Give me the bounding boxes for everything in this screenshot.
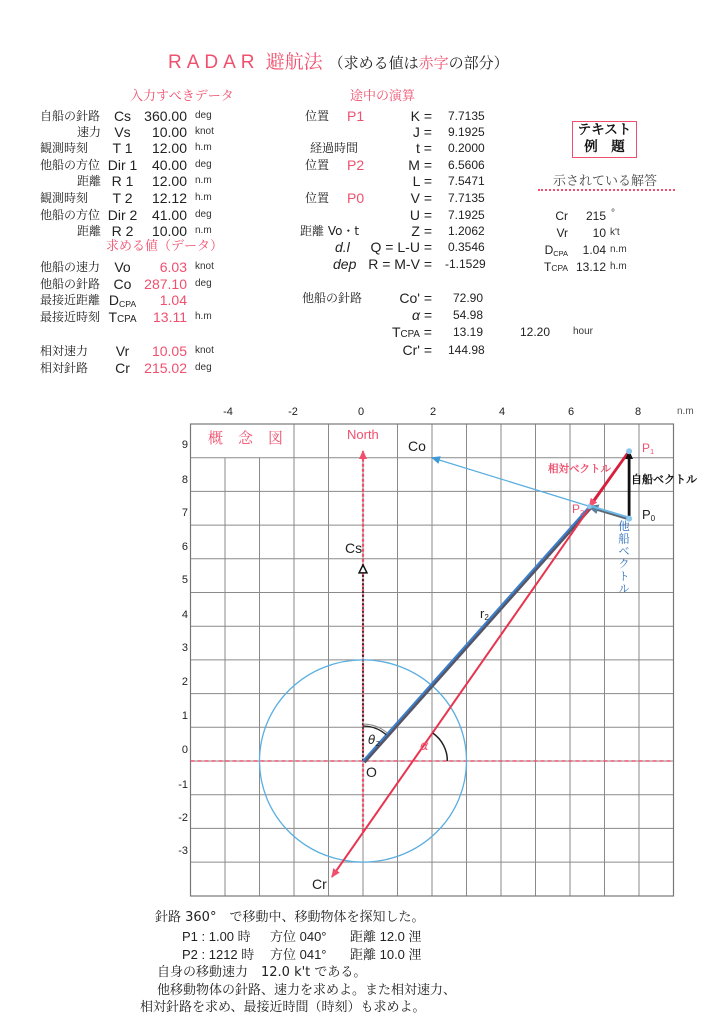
row-label: 相対速力: [40, 344, 89, 358]
textbook-box-line2: 例 題: [584, 139, 625, 155]
row-label: 他船の方位: [40, 158, 101, 172]
row-value: 41.00: [151, 207, 187, 223]
calc-value: 54.98: [453, 308, 484, 322]
r2-label: [480, 605, 489, 623]
problem-p2-distance: 距離 10.0 浬: [350, 947, 422, 962]
eq-sub: CPA: [400, 329, 420, 340]
grid-lines: [191, 424, 674, 896]
north-label: North: [347, 427, 379, 442]
row-symbol: Cs: [113, 108, 132, 124]
calc-eq: U =: [409, 207, 432, 223]
answer-unit: °: [611, 208, 615, 219]
row-unit: knot: [195, 126, 214, 137]
row-symbol: Cr: [115, 360, 130, 376]
row-symbol: Vr: [115, 343, 130, 359]
x-tick: 4: [498, 406, 506, 418]
row-unit: knot: [195, 261, 214, 272]
y-tick: 9: [181, 439, 188, 451]
row-symbol: Dir 1: [107, 157, 138, 173]
calc-value: 6.5606: [448, 158, 485, 172]
calc-label: 経過時間: [310, 141, 359, 155]
calc-label: d.l: [335, 239, 350, 255]
calc-eq: Cr' =: [402, 342, 432, 358]
row-value: 40.00: [151, 157, 187, 173]
row-symbol: R 1: [111, 173, 134, 189]
x-axis-unit: n.m: [677, 406, 694, 417]
symbol-main: T: [108, 309, 118, 325]
row-label: 他船の方位: [40, 208, 101, 222]
row-value: 10.00: [151, 223, 187, 239]
row-unit: deg: [195, 209, 212, 220]
symbol-main: T: [544, 260, 552, 274]
result-section-heading: 求める値（データ）: [106, 239, 224, 254]
symbol-sub: CPA: [118, 299, 137, 310]
title-radar: RADAR: [168, 52, 260, 73]
answer-value: 10: [592, 226, 606, 240]
y-tick: 2: [181, 676, 188, 688]
cr-label: Cr: [312, 876, 327, 892]
symbol-sub: CPA: [553, 248, 568, 258]
calc-point: P0: [347, 190, 365, 206]
input-section-heading: 入力すべきデータ: [130, 89, 234, 104]
answer-heading: 示されている解答: [553, 174, 658, 189]
co-label: Co: [408, 438, 426, 454]
theta-sub: 2: [375, 738, 381, 748]
calc-eq: α =: [411, 307, 432, 323]
row-value: 10.05: [151, 343, 187, 359]
answer-symbol: Cr: [555, 209, 568, 223]
x-tick: -4: [223, 406, 233, 418]
calc-point: P1: [347, 108, 365, 124]
calc-value: 0.3546: [448, 240, 485, 254]
r2-sub: 2: [484, 613, 489, 622]
row-unit: knot: [195, 345, 214, 356]
row-label: 最接近時刻: [40, 310, 101, 324]
calc-eq: L =: [412, 173, 432, 189]
row-symbol: Vo: [114, 259, 131, 275]
p0-letter: P: [642, 507, 651, 522]
r2-letter: r: [480, 606, 485, 621]
row-value: 12.12: [151, 190, 187, 206]
x-tick: -2: [288, 406, 298, 418]
row-value: 12.00: [151, 140, 187, 156]
theta-letter: θ: [368, 733, 376, 747]
row-unit: deg: [195, 362, 212, 373]
x-tick: 0: [357, 406, 365, 418]
other-ship-vector-label: 他船ベクトル: [617, 520, 631, 595]
calc-eq: J =: [412, 124, 432, 140]
row-label: 観測時刻: [40, 191, 89, 205]
answer-value: 1.04: [582, 243, 606, 257]
row-value: 360.00: [144, 108, 187, 124]
p1-letter: P: [642, 441, 651, 455]
row-symbol: T 2: [112, 190, 133, 206]
answer-symbol: Vr: [556, 226, 568, 240]
problem-line-4: 自身の移動速力 12.0 k't である。: [157, 965, 367, 980]
p1-sub: 1: [650, 446, 655, 456]
answer-unit: k't: [610, 227, 620, 238]
calc-value: 7.1925: [448, 208, 485, 222]
eq-tail: =: [419, 324, 432, 340]
row-unit: n.m: [195, 225, 212, 236]
calc-eq: R = M-V =: [368, 256, 432, 272]
symbol-sub: CPA: [117, 314, 137, 325]
row-label: 相対針路: [40, 361, 89, 375]
problem-p2-bearing: 方位 041°: [270, 947, 327, 962]
calc-eq: K =: [410, 108, 432, 124]
row-value: 13.11: [153, 309, 187, 325]
eq-main: T: [391, 324, 401, 340]
p2-point: [587, 504, 592, 509]
symbol-sub: CPA: [551, 263, 568, 273]
calc-value: 7.5471: [448, 174, 485, 188]
y-tick: 5: [181, 574, 188, 586]
theta2-label: [368, 731, 380, 749]
origin-label: O: [366, 764, 377, 780]
x-tick: 2: [429, 406, 437, 418]
textbook-box-line1: テキスト: [577, 122, 632, 138]
p1-label: [642, 439, 654, 457]
calc-value: 144.98: [448, 343, 485, 357]
calc-value: 0.2000: [448, 141, 485, 155]
answer-unit: h.m: [610, 261, 627, 272]
calc-value: 7.7135: [448, 109, 485, 123]
row-unit: deg: [195, 159, 212, 170]
calc-eq: t =: [416, 140, 432, 156]
row-value: 287.10: [144, 276, 187, 292]
row-label: 自船の針路: [40, 109, 101, 123]
problem-line-1: 針路 360° で移動中、移動物体を探知した。: [155, 910, 425, 925]
row-symbol: Co: [113, 276, 132, 292]
row-value: 12.00: [151, 173, 187, 189]
calc-eq: M =: [408, 157, 432, 173]
row-label: 速力: [76, 125, 101, 139]
problem-p2-time: P2 : 1212 時: [182, 947, 255, 962]
calc-eq: V =: [410, 190, 432, 206]
other-ship-vector-shadow: [589, 507, 629, 519]
alpha-label: α: [420, 739, 429, 754]
row-value: 10.00: [151, 124, 187, 140]
relative-vector-label: 相対ベクトル: [548, 463, 611, 475]
calc-label: 距離 Vo・t: [300, 224, 360, 238]
row-label: 距離: [76, 174, 101, 188]
calc-value: -1.1529: [445, 257, 486, 271]
calc-extra-unit: hour: [573, 326, 594, 337]
calc-value: 13.19: [453, 325, 484, 339]
calc-section-heading: 途中の演算: [350, 89, 416, 104]
p2-label: [572, 500, 584, 518]
problem-p1-time: P1 : 1.00 時: [182, 929, 251, 944]
row-symbol: R 2: [111, 223, 134, 239]
row-symbol: Dir 2: [107, 207, 138, 223]
calc-eq: Q = L-U =: [370, 239, 432, 255]
y-tick: -2: [178, 812, 188, 824]
calc-value: 72.90: [453, 291, 484, 305]
answer-unit: n.m: [610, 244, 627, 255]
alpha-arc: [433, 733, 447, 761]
y-tick: 1: [181, 710, 188, 722]
answer-value: 215: [585, 209, 606, 223]
calc-eq: Z =: [411, 223, 432, 239]
calc-label: dep: [333, 256, 357, 272]
row-value: 6.03: [159, 259, 187, 275]
title-method: 避航法: [265, 51, 323, 73]
calc-value: 1.2062: [448, 224, 485, 238]
cs-label: Cs: [345, 540, 363, 556]
calc-value: 9.1925: [448, 125, 485, 139]
calc-label: 位置: [305, 109, 330, 123]
calc-eq: Co' =: [399, 290, 432, 306]
row-value: 1.04: [159, 292, 187, 308]
diagram-title: 概 念 図: [208, 429, 284, 447]
title-note-red: 赤字: [418, 54, 449, 72]
calc-extra-value: 12.20: [520, 325, 551, 339]
y-tick: 3: [181, 642, 188, 654]
row-label: 最接近距離: [40, 293, 101, 307]
calc-label: 位置: [305, 158, 330, 172]
calc-label: 位置: [305, 191, 330, 205]
row-unit: n.m: [195, 175, 212, 186]
calc-value: 7.7135: [448, 191, 485, 205]
problem-p1-distance: 距離 12.0 浬: [350, 929, 422, 944]
p0-label: [642, 506, 655, 524]
other-ship-vector: [589, 506, 629, 518]
y-tick: -1: [178, 779, 188, 791]
title-note-1: （求める値は: [328, 54, 419, 72]
row-unit: h.m: [195, 142, 212, 153]
y-tick: 8: [181, 474, 188, 486]
title-note-2: の部分）: [448, 54, 509, 72]
row-unit: h.m: [195, 311, 212, 322]
p1-point: [626, 448, 632, 454]
row-value: 215.02: [144, 360, 187, 376]
row-label: 距離: [76, 224, 101, 238]
p2-sub: 2: [580, 507, 585, 517]
y-tick: -3: [178, 845, 188, 857]
r2-line: [363, 507, 589, 761]
y-tick: 6: [181, 541, 188, 553]
row-label: 他船の針路: [40, 277, 101, 291]
y-tick: 7: [181, 507, 188, 519]
own-ship-vector-label: 自船ベクトル: [631, 473, 697, 486]
problem-line-6: 相対針路を求め、最接近時間（時刻）も求めよ。: [140, 1000, 426, 1015]
y-tick: 4: [181, 609, 188, 621]
r2-line-shadow: [364, 508, 590, 762]
relative-vector: [589, 451, 629, 506]
row-unit: h.m: [195, 192, 212, 203]
row-unit: deg: [195, 110, 212, 121]
problem-p1-bearing: 方位 040°: [270, 929, 327, 944]
x-tick: 6: [567, 406, 575, 418]
row-unit: deg: [195, 278, 212, 289]
row-symbol: Vs: [114, 124, 131, 140]
y-tick: 0: [181, 744, 188, 756]
symbol-main: D: [544, 243, 554, 257]
row-label: 他船の速力: [40, 260, 101, 274]
row-symbol: T 1: [112, 140, 133, 156]
p0-sub: 0: [650, 514, 656, 523]
row-label: 観測時刻: [40, 141, 89, 155]
problem-line-5: 他移動物体の針路、速力を求めよ。また相対速力、: [157, 983, 457, 998]
calc-point: P2: [347, 157, 365, 173]
answer-value: 13.12: [575, 260, 606, 274]
calc-label: 他船の針路: [302, 291, 363, 305]
relative-course-line: [332, 451, 629, 877]
p2-letter: P: [572, 502, 581, 516]
x-tick: 8: [634, 406, 642, 418]
symbol-main: D: [108, 292, 119, 308]
